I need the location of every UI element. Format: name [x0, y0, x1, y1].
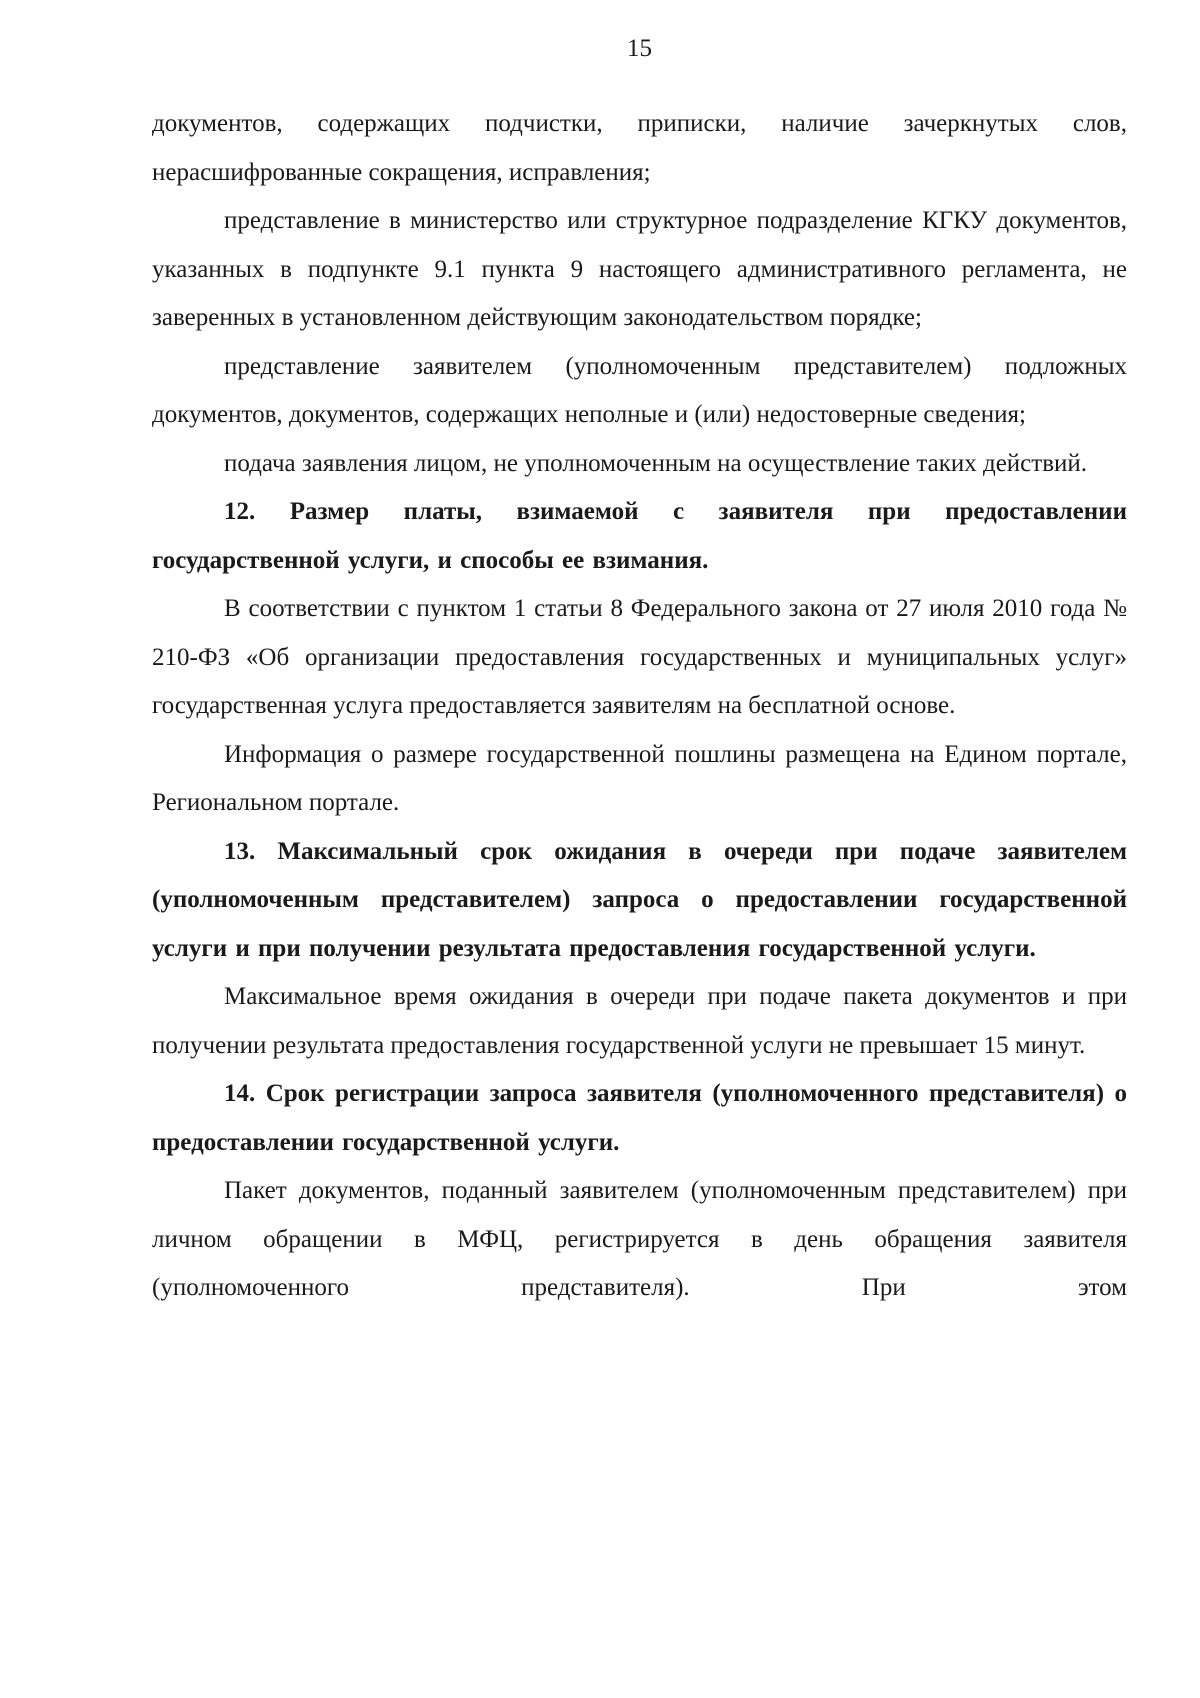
paragraph-unauthorized-person: подача заявления лицом, не уполномоченным на осуществление таких действий. [224, 449, 1088, 477]
page-number: 15 [627, 35, 652, 62]
document-body [152, 100, 1127, 1313]
section-heading-13: 13. Максимальный срок ожидания в очереди при подаче заявителем (уполномоченным представителем) запроса о предоставлении государственной услуги и при получении результата предоставления государственной услуги. [152, 837, 1127, 962]
section-heading-14: 14. Срок регистрации запроса заявителя (уполномоченного представителя) о предоставлении государственной услуги. [152, 1080, 1127, 1156]
paragraph-state-duty-info: Информация о размере государственной пошлины размещена на Едином портале, Региональном портале. [152, 740, 1127, 816]
paragraph-registration-term: Пакет документов, поданный заявителем (уполномоченным представителем) при личном обращении в МФЦ, регистрируется в день обращения заявителя (уполномоченного представителя). При этом [152, 1177, 1127, 1301]
paragraph-max-waiting-time: Максимальное время ожидания в очереди при подаче пакета документов и при получении результата предоставления государственной услуги не превышает 15 минут. [152, 983, 1127, 1059]
paragraph-incomplete-documents: документов, содержащих подчистки, приписки, наличие зачеркнутых слов, нерасшифрованные сокращения, исправления; [152, 110, 1127, 186]
document-page [152, 0, 1127, 1698]
paragraph-free-of-charge: В соответствии с пунктом 1 статьи 8 Федерального закона от 27 июля 2010 года № 210-ФЗ «Об организации предоставления государственных и муниципальных услуг» государственная услуга предоставляется заявителям на бесплатной основе. [152, 595, 1127, 719]
paragraph-forged-documents: представление заявителем (уполномоченным представителем) подложных документов, документов, содержащих неполные и (или) недостоверные сведения; [152, 352, 1127, 428]
paragraph-uncertified-documents: представление в министерство или структурное подразделение КГКУ документов, указанных в подпункте 9.1 пункта 9 настоящего административного регламента, не заверенных в установленном действующим законодательством порядке; [152, 207, 1127, 331]
section-heading-12: 12. Размер платы, взимаемой с заявителя при предоставлении государственной услуги, и способы ее взимания. [152, 498, 1127, 574]
